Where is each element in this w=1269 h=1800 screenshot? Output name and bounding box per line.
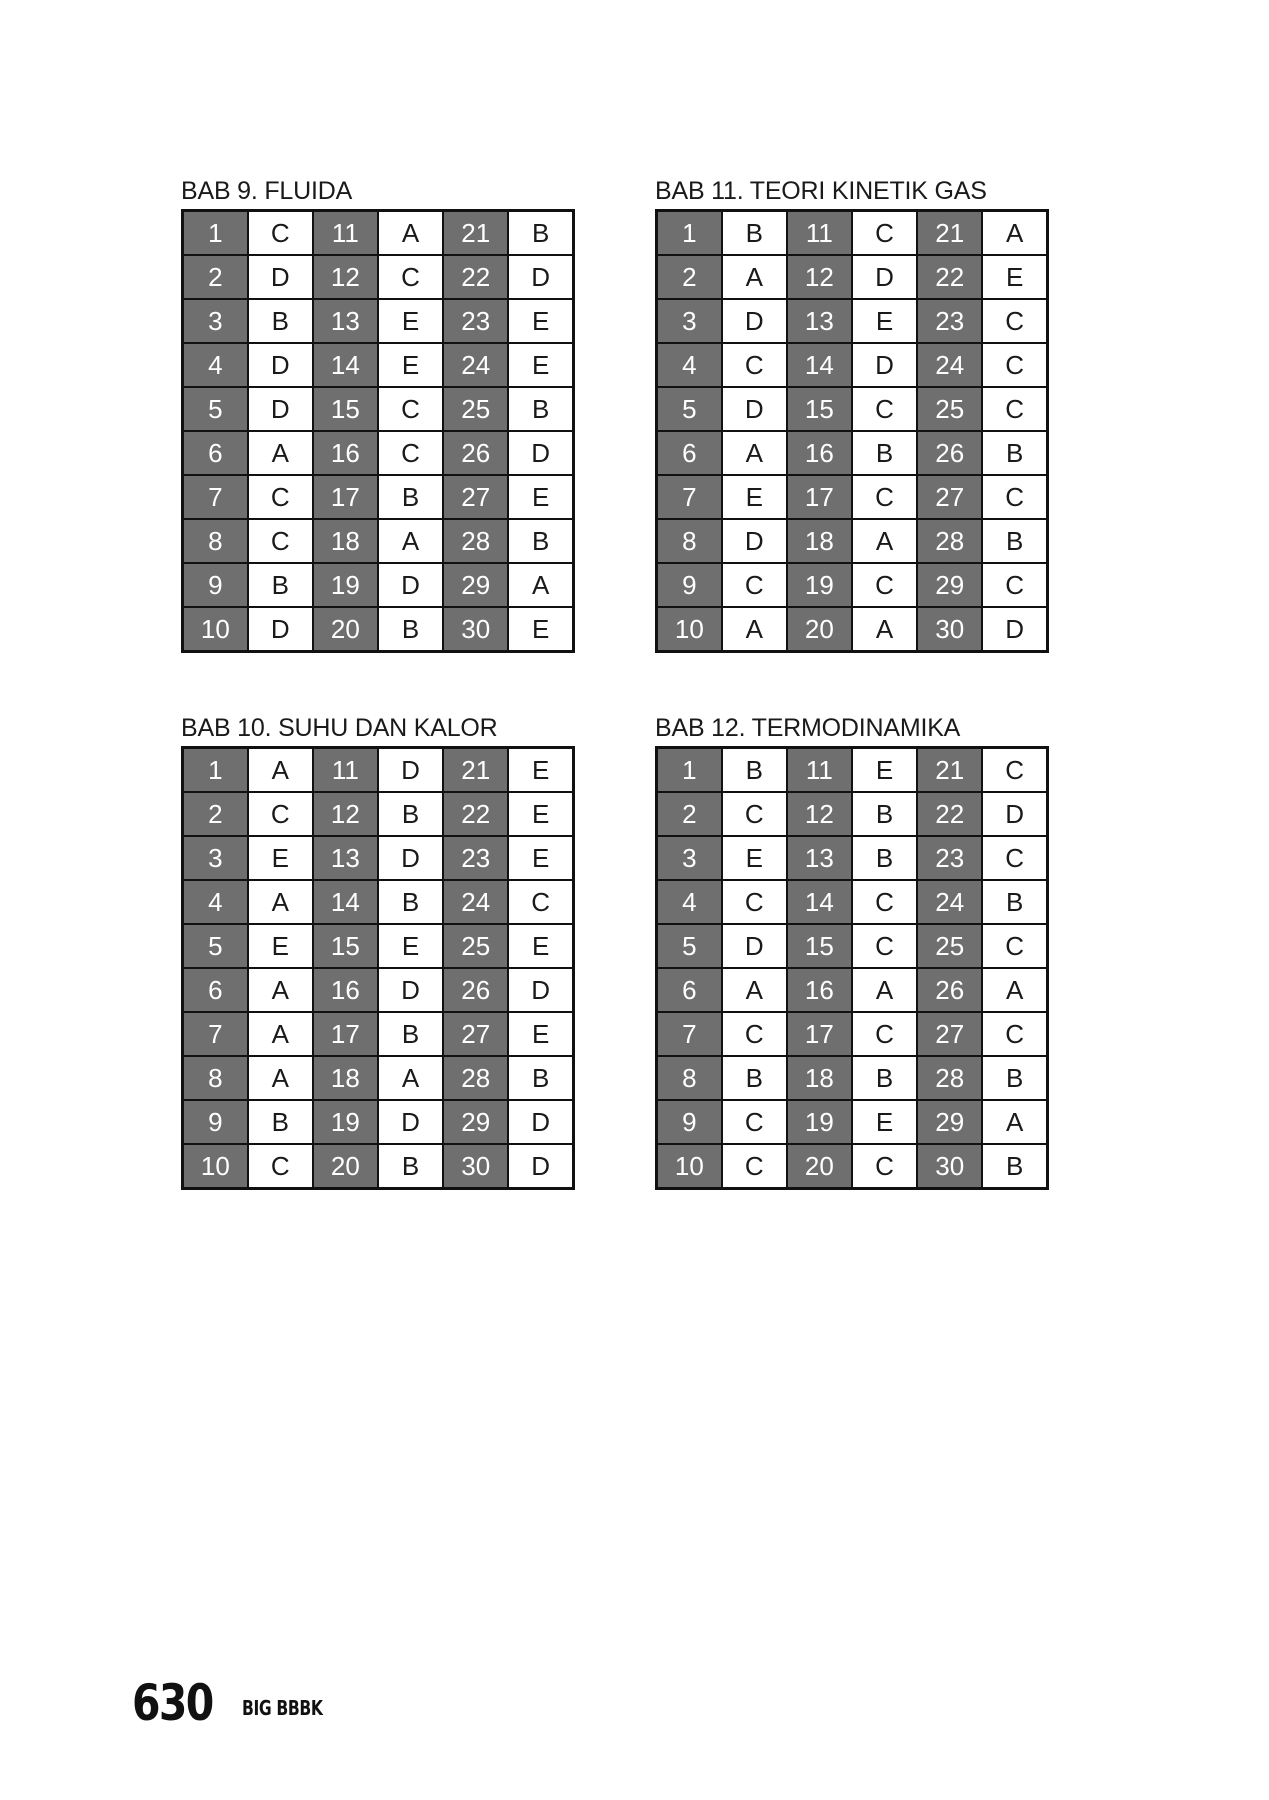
question-number-cell: 13	[787, 836, 852, 880]
table-row	[183, 607, 574, 652]
question-number-cell: 12	[313, 255, 378, 299]
answer-cell: A	[852, 519, 917, 563]
answer-cell: E	[378, 299, 443, 343]
answer-cell: B	[852, 792, 917, 836]
table-row	[657, 968, 1048, 1012]
answer-cell: B	[378, 1144, 443, 1189]
question-number-cell: 27	[443, 475, 508, 519]
answer-cell: D	[508, 1144, 573, 1189]
table-row	[183, 1100, 574, 1144]
question-number-cell: 10	[183, 607, 248, 652]
answer-cell: B	[852, 1056, 917, 1100]
question-number-cell: 2	[657, 792, 722, 836]
table-row	[657, 924, 1048, 968]
question-number-cell: 25	[917, 387, 982, 431]
answer-cell: D	[378, 836, 443, 880]
answer-cell: B	[248, 1100, 313, 1144]
question-number-cell: 26	[443, 431, 508, 475]
question-number-cell: 23	[917, 836, 982, 880]
table-row	[183, 475, 574, 519]
table-row	[657, 431, 1048, 475]
question-number-cell: 24	[917, 343, 982, 387]
table-row	[657, 1056, 1048, 1100]
answer-cell: C	[248, 792, 313, 836]
table-row	[657, 748, 1048, 793]
question-number-cell: 26	[917, 431, 982, 475]
answer-cell: D	[982, 792, 1047, 836]
answer-cell: C	[248, 519, 313, 563]
answer-cell: A	[378, 211, 443, 256]
block-title: BAB 11. TEORI KINETIK GAS	[655, 177, 987, 205]
question-number-cell: 21	[443, 748, 508, 793]
question-number-cell: 17	[787, 475, 852, 519]
table-row	[657, 343, 1048, 387]
question-number-cell: 20	[313, 607, 378, 652]
answer-cell: A	[248, 968, 313, 1012]
question-number-cell: 15	[313, 387, 378, 431]
question-number-cell: 5	[657, 924, 722, 968]
answer-cell: C	[722, 343, 787, 387]
question-number-cell: 11	[787, 748, 852, 793]
answer-cell: B	[508, 387, 573, 431]
question-number-cell: 3	[657, 299, 722, 343]
answer-cell: D	[722, 299, 787, 343]
question-number-cell: 19	[787, 563, 852, 607]
answer-block-bab-10	[181, 710, 575, 1190]
question-number-cell: 13	[787, 299, 852, 343]
answer-cell: C	[852, 387, 917, 431]
answer-cell: C	[982, 563, 1047, 607]
question-number-cell: 2	[183, 792, 248, 836]
table-row	[657, 299, 1048, 343]
answer-cell: C	[982, 924, 1047, 968]
question-number-cell: 18	[313, 519, 378, 563]
question-number-cell: 17	[787, 1012, 852, 1056]
table-row	[183, 519, 574, 563]
answer-cell: C	[852, 880, 917, 924]
table-row	[657, 607, 1048, 652]
answer-cell: C	[982, 748, 1047, 793]
question-number-cell: 18	[787, 1056, 852, 1100]
question-number-cell: 30	[917, 1144, 982, 1189]
answer-cell: B	[248, 563, 313, 607]
question-number-cell: 4	[657, 880, 722, 924]
answer-cell: A	[722, 968, 787, 1012]
question-number-cell: 14	[313, 343, 378, 387]
answer-cell: D	[508, 255, 573, 299]
question-number-cell: 4	[183, 880, 248, 924]
table-row	[183, 255, 574, 299]
answer-cell: D	[508, 1100, 573, 1144]
answer-cell: D	[378, 968, 443, 1012]
answer-cell: E	[508, 343, 573, 387]
table-row	[657, 211, 1048, 256]
answer-cell: C	[722, 563, 787, 607]
table-row	[183, 387, 574, 431]
answer-cell: B	[378, 475, 443, 519]
question-number-cell: 20	[787, 607, 852, 652]
question-number-cell: 26	[443, 968, 508, 1012]
table-row	[183, 836, 574, 880]
question-number-cell: 21	[443, 211, 508, 256]
block-title: BAB 9. FLUIDA	[181, 177, 353, 205]
question-number-cell: 7	[657, 1012, 722, 1056]
answer-cell: A	[722, 255, 787, 299]
answer-cell: E	[508, 1012, 573, 1056]
answer-cell: A	[852, 607, 917, 652]
question-number-cell: 27	[443, 1012, 508, 1056]
table-row	[183, 792, 574, 836]
table-row	[657, 1144, 1048, 1189]
answer-cell: D	[248, 387, 313, 431]
question-number-cell: 22	[917, 792, 982, 836]
table-row	[183, 968, 574, 1012]
question-number-cell: 21	[917, 211, 982, 256]
table-row	[183, 880, 574, 924]
answer-table	[181, 746, 575, 1190]
answer-cell: D	[378, 563, 443, 607]
question-number-cell: 29	[917, 1100, 982, 1144]
question-number-cell: 18	[313, 1056, 378, 1100]
question-number-cell: 12	[787, 792, 852, 836]
question-number-cell: 24	[443, 880, 508, 924]
answer-cell: C	[852, 211, 917, 256]
answer-cell: B	[508, 211, 573, 256]
block-title: BAB 12. TERMODINAMIKA	[655, 714, 961, 742]
table-row	[183, 431, 574, 475]
question-number-cell: 19	[313, 1100, 378, 1144]
answer-cell: C	[248, 475, 313, 519]
table-row	[657, 836, 1048, 880]
question-number-cell: 14	[787, 343, 852, 387]
question-number-cell: 8	[657, 519, 722, 563]
question-number-cell: 1	[657, 211, 722, 256]
question-number-cell: 30	[443, 607, 508, 652]
table-row	[657, 387, 1048, 431]
answer-cell: C	[248, 1144, 313, 1189]
answer-cell: E	[982, 255, 1047, 299]
question-number-cell: 16	[787, 431, 852, 475]
question-number-cell: 27	[917, 1012, 982, 1056]
answer-cell: D	[852, 255, 917, 299]
question-number-cell: 4	[183, 343, 248, 387]
question-number-cell: 16	[787, 968, 852, 1012]
answer-table	[181, 209, 575, 653]
answer-cell: C	[852, 1012, 917, 1056]
answer-cell: C	[378, 255, 443, 299]
table-row	[183, 211, 574, 256]
answer-cell: B	[852, 836, 917, 880]
answer-cell: A	[248, 880, 313, 924]
answer-cell: C	[722, 1012, 787, 1056]
answer-cell: D	[248, 607, 313, 652]
answer-cell: B	[722, 211, 787, 256]
answer-cell: A	[982, 211, 1047, 256]
answer-cell: E	[378, 343, 443, 387]
answer-cell: D	[508, 431, 573, 475]
table-row	[657, 880, 1048, 924]
question-number-cell: 25	[443, 387, 508, 431]
answer-cell: A	[248, 431, 313, 475]
answer-cell: C	[722, 880, 787, 924]
answer-cell: C	[982, 475, 1047, 519]
question-number-cell: 9	[657, 1100, 722, 1144]
question-number-cell: 14	[787, 880, 852, 924]
question-number-cell: 22	[917, 255, 982, 299]
answer-cell: E	[508, 607, 573, 652]
answer-table	[655, 209, 1049, 653]
answer-cell: E	[508, 748, 573, 793]
question-number-cell: 28	[443, 519, 508, 563]
question-number-cell: 29	[917, 563, 982, 607]
answer-cell: B	[722, 748, 787, 793]
answer-table	[655, 746, 1049, 1190]
table-row	[183, 1012, 574, 1056]
question-number-cell: 9	[183, 1100, 248, 1144]
answer-cell: E	[248, 924, 313, 968]
table-row	[657, 792, 1048, 836]
question-number-cell: 10	[183, 1144, 248, 1189]
question-number-cell: 6	[657, 431, 722, 475]
question-number-cell: 19	[787, 1100, 852, 1144]
question-number-cell: 1	[183, 748, 248, 793]
question-number-cell: 11	[313, 211, 378, 256]
answer-cell: E	[508, 475, 573, 519]
question-number-cell: 9	[183, 563, 248, 607]
question-number-cell: 29	[443, 563, 508, 607]
question-number-cell: 23	[443, 299, 508, 343]
question-number-cell: 10	[657, 607, 722, 652]
question-number-cell: 2	[657, 255, 722, 299]
question-number-cell: 15	[787, 924, 852, 968]
question-number-cell: 20	[313, 1144, 378, 1189]
table-row	[657, 255, 1048, 299]
question-number-cell: 2	[183, 255, 248, 299]
answer-cell: E	[508, 836, 573, 880]
question-number-cell: 11	[313, 748, 378, 793]
table-row	[183, 343, 574, 387]
answer-cell: A	[722, 431, 787, 475]
answer-cell: B	[722, 1056, 787, 1100]
question-number-cell: 19	[313, 563, 378, 607]
answer-cell: C	[852, 563, 917, 607]
page-number: 630	[132, 1674, 213, 1732]
question-number-cell: 28	[917, 1056, 982, 1100]
answer-cell: D	[722, 519, 787, 563]
answer-cell: E	[508, 792, 573, 836]
answer-cell: B	[852, 431, 917, 475]
question-number-cell: 8	[183, 519, 248, 563]
table-row	[183, 924, 574, 968]
question-number-cell: 23	[917, 299, 982, 343]
question-number-cell: 3	[183, 299, 248, 343]
answer-cell: D	[508, 968, 573, 1012]
answer-cell: C	[852, 475, 917, 519]
answer-cell: C	[378, 387, 443, 431]
answer-cell: B	[378, 880, 443, 924]
question-number-cell: 1	[657, 748, 722, 793]
question-number-cell: 12	[313, 792, 378, 836]
answer-cell: B	[508, 1056, 573, 1100]
table-row	[657, 1100, 1048, 1144]
answer-cell: D	[722, 924, 787, 968]
answer-cell: C	[722, 1100, 787, 1144]
answer-block-bab-11	[655, 173, 1049, 653]
book-name: BIG BBBK	[242, 1696, 323, 1720]
answer-cell: C	[852, 924, 917, 968]
question-number-cell: 15	[787, 387, 852, 431]
answer-cell: A	[982, 968, 1047, 1012]
answer-cell: C	[852, 1144, 917, 1189]
answer-cell: B	[378, 792, 443, 836]
block-title: BAB 10. SUHU DAN KALOR	[181, 714, 498, 742]
answer-cell: E	[722, 475, 787, 519]
question-number-cell: 17	[313, 1012, 378, 1056]
answer-cell: A	[378, 1056, 443, 1100]
answer-cell: A	[982, 1100, 1047, 1144]
question-number-cell: 22	[443, 255, 508, 299]
question-number-cell: 12	[787, 255, 852, 299]
answer-cell: E	[722, 836, 787, 880]
answer-cell: E	[852, 299, 917, 343]
question-number-cell: 25	[443, 924, 508, 968]
answer-cell: D	[378, 748, 443, 793]
answer-cell: E	[852, 748, 917, 793]
answer-cell: A	[852, 968, 917, 1012]
question-number-cell: 22	[443, 792, 508, 836]
question-number-cell: 30	[443, 1144, 508, 1189]
answer-cell: A	[378, 519, 443, 563]
answer-cell: B	[982, 1056, 1047, 1100]
question-number-cell: 5	[183, 387, 248, 431]
answer-cell: C	[982, 387, 1047, 431]
answer-block-bab-9	[181, 173, 575, 653]
question-number-cell: 8	[657, 1056, 722, 1100]
answer-cell: B	[982, 519, 1047, 563]
page-footer	[132, 1668, 345, 1732]
table-row	[183, 1056, 574, 1100]
question-number-cell: 21	[917, 748, 982, 793]
question-number-cell: 3	[657, 836, 722, 880]
answer-cell: E	[508, 299, 573, 343]
question-number-cell: 6	[183, 968, 248, 1012]
question-number-cell: 13	[313, 299, 378, 343]
answer-cell: D	[852, 343, 917, 387]
question-number-cell: 7	[183, 1012, 248, 1056]
answer-cell: A	[248, 1056, 313, 1100]
answer-cell: C	[982, 1012, 1047, 1056]
question-number-cell: 9	[657, 563, 722, 607]
question-number-cell: 28	[443, 1056, 508, 1100]
answer-cell: C	[982, 299, 1047, 343]
question-number-cell: 23	[443, 836, 508, 880]
answer-block-bab-12	[655, 710, 1049, 1190]
question-number-cell: 8	[183, 1056, 248, 1100]
answer-cell: D	[722, 387, 787, 431]
answer-cell: D	[248, 343, 313, 387]
question-number-cell: 13	[313, 836, 378, 880]
question-number-cell: 10	[657, 1144, 722, 1189]
answer-cell: C	[248, 211, 313, 256]
answer-cell: A	[508, 563, 573, 607]
question-number-cell: 7	[183, 475, 248, 519]
answer-cell: B	[982, 880, 1047, 924]
answer-cell: D	[248, 255, 313, 299]
answer-cell: E	[508, 924, 573, 968]
question-number-cell: 24	[917, 880, 982, 924]
question-number-cell: 20	[787, 1144, 852, 1189]
answer-cell: B	[508, 519, 573, 563]
table-row	[183, 299, 574, 343]
question-number-cell: 11	[787, 211, 852, 256]
answer-cell: B	[982, 431, 1047, 475]
table-row	[183, 748, 574, 793]
table-row	[183, 563, 574, 607]
table-row	[657, 475, 1048, 519]
question-number-cell: 28	[917, 519, 982, 563]
answer-cell: B	[248, 299, 313, 343]
question-number-cell: 5	[657, 387, 722, 431]
answer-cell: C	[378, 431, 443, 475]
question-number-cell: 7	[657, 475, 722, 519]
answer-cell: C	[982, 836, 1047, 880]
table-row	[657, 1012, 1048, 1056]
question-number-cell: 27	[917, 475, 982, 519]
answer-cell: B	[378, 1012, 443, 1056]
answer-cell: C	[722, 1144, 787, 1189]
question-number-cell: 5	[183, 924, 248, 968]
answer-cell: D	[378, 1100, 443, 1144]
answer-cell: E	[248, 836, 313, 880]
answer-cell: D	[982, 607, 1047, 652]
answer-cell: A	[248, 1012, 313, 1056]
answer-cell: C	[508, 880, 573, 924]
table-row	[183, 1144, 574, 1189]
answer-cell: E	[378, 924, 443, 968]
question-number-cell: 1	[183, 211, 248, 256]
question-number-cell: 6	[657, 968, 722, 1012]
question-number-cell: 17	[313, 475, 378, 519]
table-row	[657, 519, 1048, 563]
question-number-cell: 16	[313, 431, 378, 475]
question-number-cell: 6	[183, 431, 248, 475]
answer-cell: E	[852, 1100, 917, 1144]
question-number-cell: 24	[443, 343, 508, 387]
question-number-cell: 29	[443, 1100, 508, 1144]
question-number-cell: 25	[917, 924, 982, 968]
question-number-cell: 14	[313, 880, 378, 924]
question-number-cell: 15	[313, 924, 378, 968]
question-number-cell: 3	[183, 836, 248, 880]
question-number-cell: 16	[313, 968, 378, 1012]
answer-cell: A	[248, 748, 313, 793]
question-number-cell: 30	[917, 607, 982, 652]
question-number-cell: 18	[787, 519, 852, 563]
question-number-cell: 26	[917, 968, 982, 1012]
answer-cell: C	[722, 792, 787, 836]
answer-cell: B	[982, 1144, 1047, 1189]
answer-cell: C	[982, 343, 1047, 387]
answer-cell: A	[722, 607, 787, 652]
answer-cell: B	[378, 607, 443, 652]
table-row	[657, 563, 1048, 607]
question-number-cell: 4	[657, 343, 722, 387]
